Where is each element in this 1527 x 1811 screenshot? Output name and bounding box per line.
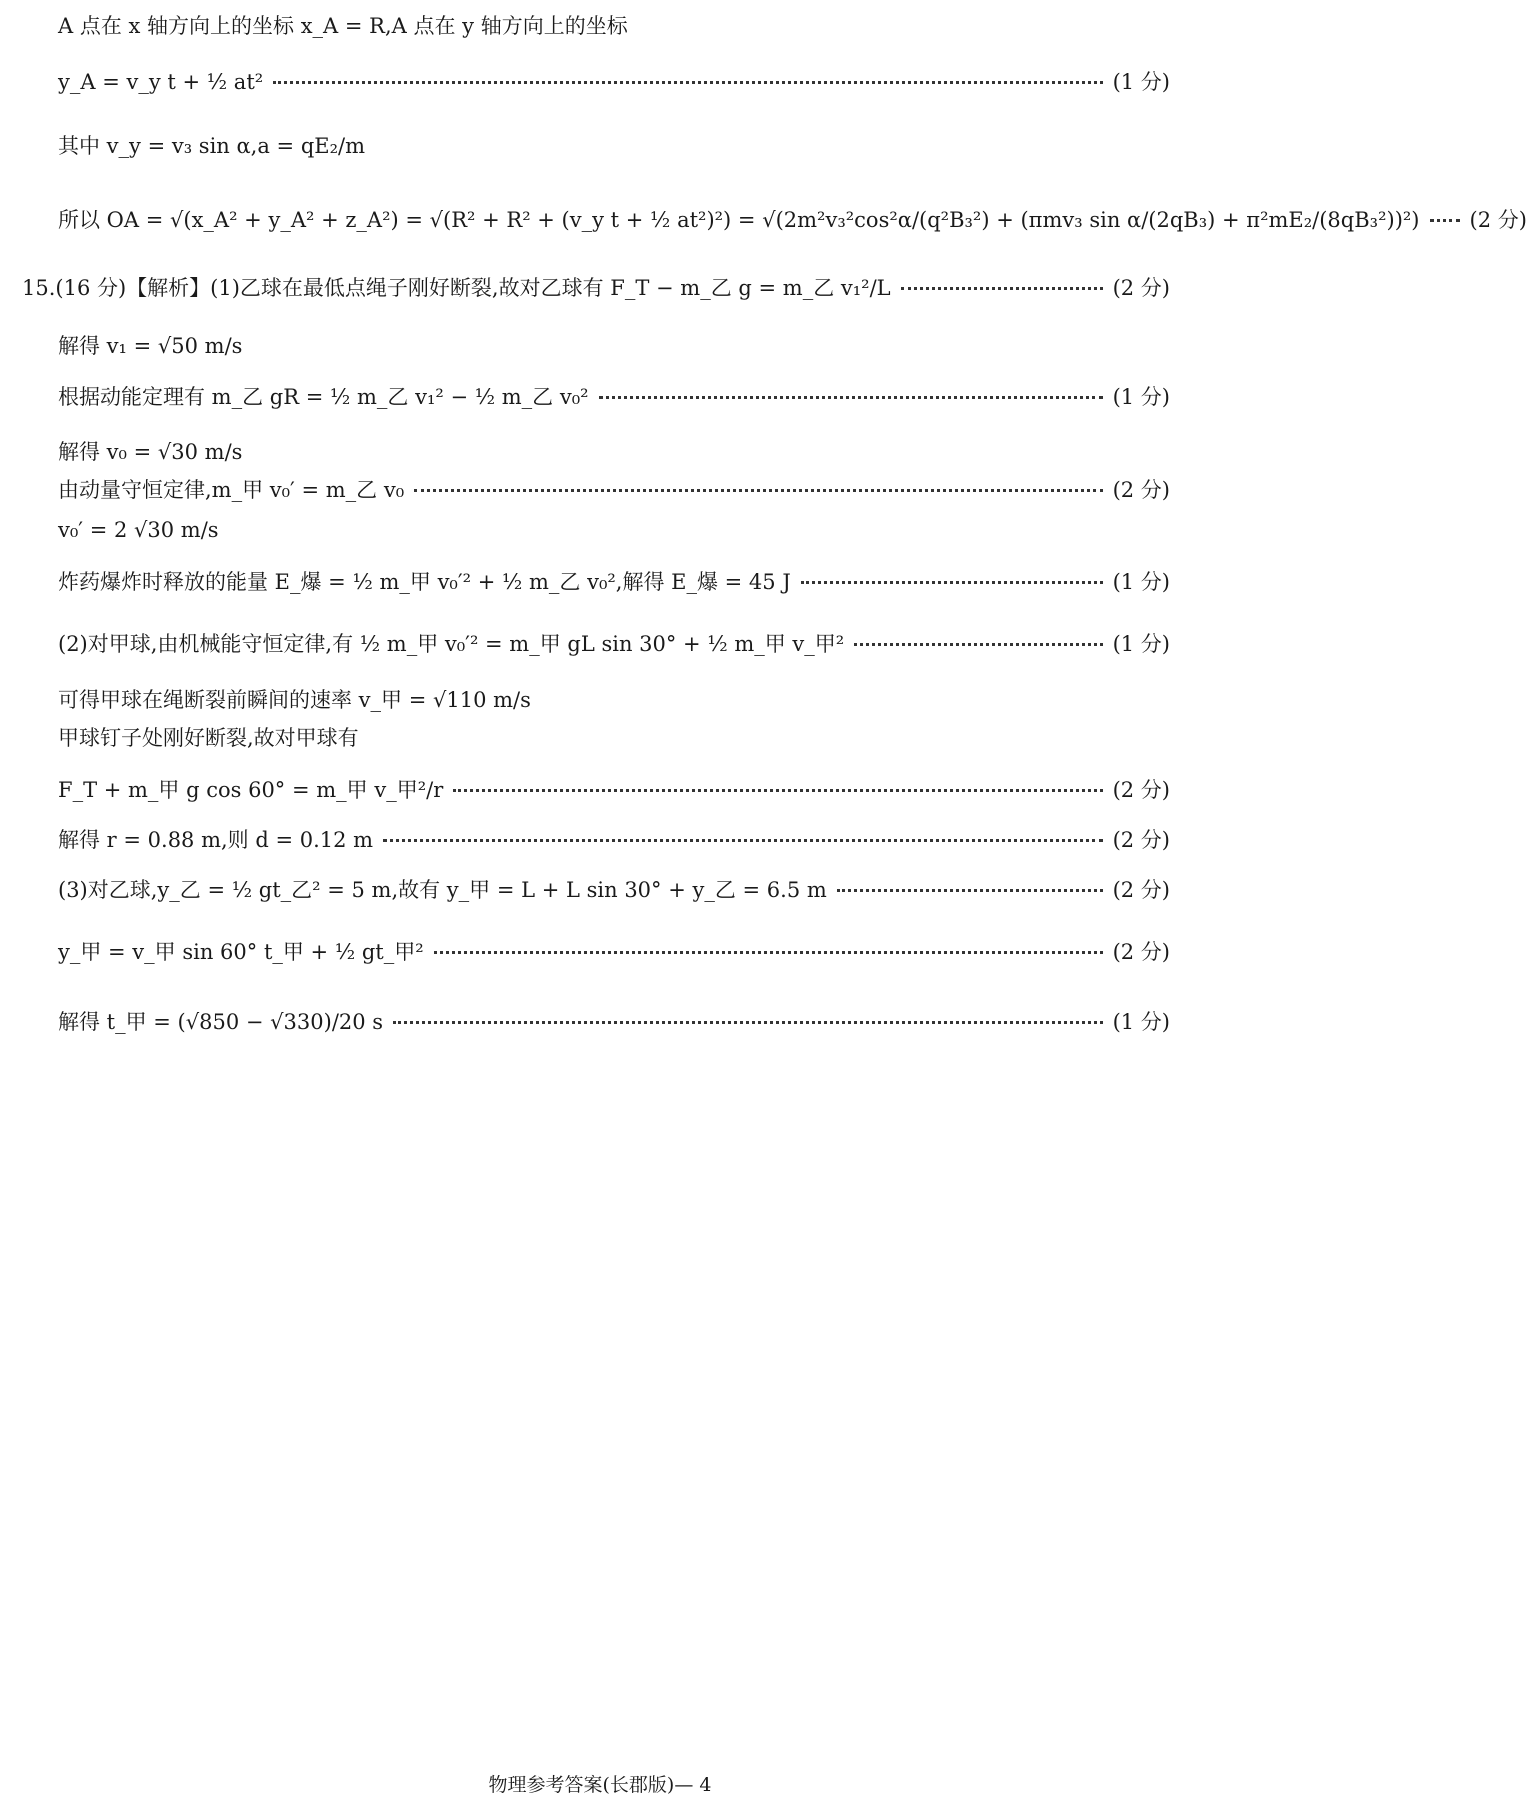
points-label: (1 分)	[1112, 570, 1170, 594]
dot-leader	[434, 951, 1103, 954]
solution-line	[58, 940, 1170, 965]
line-text: y_甲 = v_甲 sin 60° t_甲 + ½ gt_甲²	[58, 940, 424, 964]
dot-leader	[414, 489, 1102, 492]
line-text: v₀′ = 2 √30 m/s	[58, 518, 219, 542]
solution-line	[58, 518, 1170, 543]
points-label: (2 分)	[1112, 276, 1170, 300]
solution-line	[58, 688, 1170, 713]
line-text: 所以 OA = √(x_A² + y_A² + z_A²) = √(R² + R² + (v_y t + ½ at²)²) = √(2m²v₃²cos²α/(q²B₃²) + (πmv₃ sin α/(2qB₃) + π²mE₂/(8qB₃²))²)	[58, 208, 1420, 232]
line-text: 解得 v₁ = √50 m/s	[58, 334, 243, 358]
points-label: (2 分)	[1112, 940, 1170, 964]
solution-line	[58, 726, 1170, 751]
points-label: (1 分)	[1112, 1010, 1170, 1034]
solution-line	[58, 878, 1170, 903]
line-text: A 点在 x 轴方向上的坐标 x_A = R,A 点在 y 轴方向上的坐标	[58, 14, 628, 38]
dot-leader	[837, 889, 1103, 892]
dot-leader	[273, 81, 1102, 84]
line-text: 解得 t_甲 = (√850 − √330)/20 s	[58, 1010, 384, 1034]
dot-leader	[901, 287, 1103, 290]
dot-leader	[453, 789, 1102, 792]
dot-leader	[383, 839, 1102, 842]
solution-line	[58, 334, 1170, 359]
line-text: 15.(16 分)【解析】(1)乙球在最低点绳子刚好断裂,故对乙球有 F_T − m_乙 g = m_乙 v₁²/L	[22, 276, 891, 300]
solution-line	[58, 778, 1170, 803]
solution-line	[58, 70, 1170, 95]
solution-line	[58, 440, 1170, 465]
solution-line	[58, 385, 1170, 410]
line-text: y_A = v_y t + ½ at²	[58, 70, 264, 94]
solution-line	[58, 14, 1170, 39]
line-text: 根据动能定理有 m_乙 gR = ½ m_乙 v₁² − ½ m_乙 v₀²	[58, 385, 589, 409]
solution-line	[58, 828, 1170, 853]
line-text: 甲球钉子处刚好断裂,故对甲球有	[58, 726, 359, 750]
points-label: (1 分)	[1112, 632, 1170, 656]
line-text: F_T + m_甲 g cos 60° = m_甲 v_甲²/r	[58, 778, 444, 802]
line-text: (3)对乙球,y_乙 = ½ gt_乙² = 5 m,故有 y_甲 = L + L sin 30° + y_乙 = 6.5 m	[58, 878, 827, 902]
dot-leader	[393, 1021, 1103, 1024]
dot-leader	[599, 396, 1103, 399]
points-label: (2 分)	[1112, 478, 1170, 502]
dot-leader	[801, 581, 1103, 584]
solution-line	[58, 632, 1170, 657]
solution-line	[58, 570, 1170, 595]
solution-line	[22, 276, 1170, 301]
line-text: 其中 v_y = v₃ sin α,a = qE₂/m	[58, 134, 366, 158]
solution-line	[58, 478, 1170, 503]
dot-leader	[854, 643, 1102, 646]
line-text: 解得 r = 0.88 m,则 d = 0.12 m	[58, 828, 374, 852]
dot-leader	[1430, 219, 1460, 222]
line-text: 解得 v₀ = √30 m/s	[58, 440, 243, 464]
line-text: 炸药爆炸时释放的能量 E_爆 = ½ m_甲 v₀′² + ½ m_乙 v₀²,解得 E_爆 = 45 J	[58, 570, 791, 594]
points-label: (2 分)	[1112, 878, 1170, 902]
solution-line	[58, 208, 1527, 233]
points-label: (2 分)	[1112, 828, 1170, 852]
points-label: (1 分)	[1112, 70, 1170, 94]
solution-line	[58, 134, 1170, 159]
line-text: 可得甲球在绳断裂前瞬间的速率 v_甲 = √110 m/s	[58, 688, 531, 712]
solution-line	[58, 1010, 1170, 1035]
page-footer: 物理参考答案(长郡版)— 4	[488, 1774, 712, 1796]
points-label: (2 分)	[1469, 208, 1527, 232]
points-label: (2 分)	[1112, 778, 1170, 802]
line-text: 由动量守恒定律,m_甲 v₀′ = m_乙 v₀	[58, 478, 405, 502]
line-text: (2)对甲球,由机械能守恒定律,有 ½ m_甲 v₀′² = m_甲 gL sin 30° + ½ m_甲 v_甲²	[58, 632, 845, 656]
points-label: (1 分)	[1112, 385, 1170, 409]
